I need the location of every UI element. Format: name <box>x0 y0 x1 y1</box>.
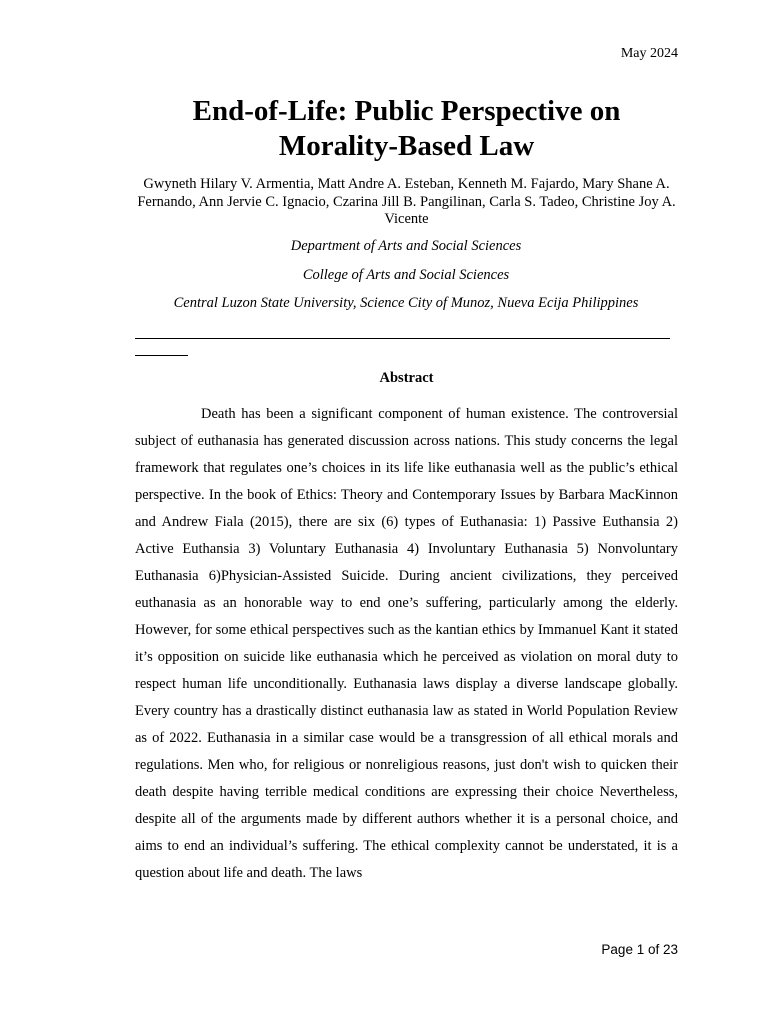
paper-title: End-of-Life: Public Perspective on Morality-Based Law <box>192 95 621 162</box>
header-date: May 2024 <box>620 46 678 61</box>
separator-rule-continuation <box>135 355 188 356</box>
affiliation-college: College of Arts and Social Sciences <box>302 267 510 283</box>
author-list: Gwyneth Hilary V. Armentia, Matt Andre A. Esteban, Kenneth M. Fajardo, Mary Shane A. Fernando, Ann Jervie C. Ignacio, Czarina Jill B. Pangilinan, Carla S. Tadeo, Christine Joy A. Vicente <box>137 176 676 227</box>
abstract-heading: Abstract <box>379 370 434 386</box>
page-number: Page 1 of 23 <box>601 942 678 957</box>
abstract-body: Death has been a significant component of human existence. The controversial subject of euthanasia has generated discussion across nations. This study concerns the legal framework that regulates one’s choices in its life like euthanasia well as the public’s ethical perspective. In the book of Ethics: Theory and Contemporary Issues by Barbara MacKinnon and Andrew Fiala (2015), there are six (6) types of Euthanasia: 1) Passive Euthansia 2) Active Euthansia 3) Voluntary Euthanasia 4) Involuntary Euthanasia 5) Nonvoluntary Euthanasia 6)Physician-Assisted Suicide. During ancient civilizations, they perceived euthanasia as an honorable way to end one’s suffering, particularly among the elderly. However, for some ethical perspectives such as the kantian ethics by Immanuel Kant it stated it’s opposition on suicide like euthanasia which he perceived as violation on moral duty to respect human life unconditionally. Euthanasia laws display a diverse landscape globally. Every country has a drastically distinct euthanasia law as stated in World Population Review as of 2022. Euthanasia in a similar case would be a transgression of all ethical morals and regulations. Men who, for religious or nonreligious reasons, just don't wish to quicken their death despite having terrible medical conditions are expressing their choice Nevertheless, despite all of the arguments made by different authors whether it is a personal choice, and aims to end an individual’s suffering. The ethical complexity cannot be understated, it is a question about life and death. The laws <box>135 406 678 881</box>
separator-rule <box>135 338 670 339</box>
affiliation-department: Department of Arts and Social Sciences <box>290 238 522 254</box>
affiliation-university: Central Luzon State University, Science City of Munoz, Nueva Ecija Philippines <box>173 295 639 311</box>
